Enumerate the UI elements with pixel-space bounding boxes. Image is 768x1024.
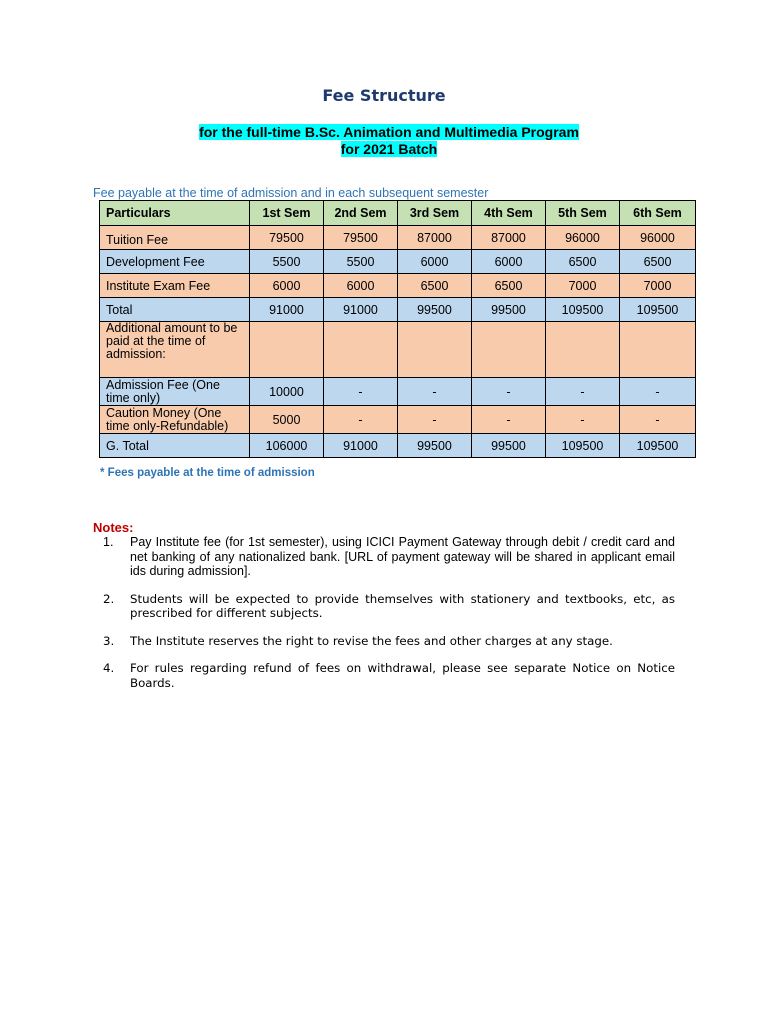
subtitle-line-2: for 2021 Batch <box>340 141 438 157</box>
header-sem-4: 4th Sem <box>472 201 546 226</box>
table-cell: 99500 <box>472 434 546 458</box>
table-row-development <box>100 250 696 274</box>
table-cell: 79500 <box>324 226 398 250</box>
table-cell: 6500 <box>472 274 546 298</box>
table-cell: 6000 <box>472 250 546 274</box>
table-cell: 7000 <box>546 274 620 298</box>
table-cell: - <box>324 406 398 434</box>
table-row-grand-total <box>100 434 696 458</box>
table-cell <box>250 322 324 378</box>
list-number: 2. <box>103 591 115 606</box>
table-header-row <box>100 201 696 226</box>
page-title: Fee Structure <box>322 86 446 105</box>
table-row-total <box>100 298 696 322</box>
table-cell: 5000 <box>250 406 324 434</box>
table-cell: 96000 <box>620 226 696 250</box>
table-cell: 91000 <box>324 434 398 458</box>
row-label: Caution Money (One time only-Refundable) <box>100 406 250 434</box>
table-cell: - <box>398 406 472 434</box>
table-cell: - <box>546 378 620 406</box>
table-cell: - <box>472 406 546 434</box>
list-item <box>99 592 675 621</box>
table-cell: - <box>472 378 546 406</box>
table-cell: 99500 <box>398 298 472 322</box>
table-cell <box>546 322 620 378</box>
table-cell <box>324 322 398 378</box>
list-number: 3. <box>103 633 115 648</box>
table-cell: - <box>546 406 620 434</box>
table-cell: 109500 <box>620 434 696 458</box>
table-cell: 91000 <box>324 298 398 322</box>
note-text: Students will be expected to provide themselves with stationery and textbooks, etc, as prescribed for different subjects. <box>130 591 675 620</box>
table-row-additional <box>100 322 696 378</box>
table-row-caution <box>100 406 696 434</box>
table-cell: 109500 <box>546 298 620 322</box>
table-cell: - <box>398 378 472 406</box>
table-cell: 6500 <box>398 274 472 298</box>
table-cell: 5500 <box>250 250 324 274</box>
table-cell: 87000 <box>472 226 546 250</box>
table-cell: 96000 <box>546 226 620 250</box>
table-cell: 87000 <box>398 226 472 250</box>
table-cell: 99500 <box>472 298 546 322</box>
table-cell: 79500 <box>250 226 324 250</box>
table-cell <box>398 322 472 378</box>
table-cell: 109500 <box>620 298 696 322</box>
row-label: Admission Fee (One time only) <box>100 378 250 406</box>
row-label: Institute Exam Fee <box>100 274 250 298</box>
list-item <box>99 634 675 649</box>
table-cell: 6500 <box>546 250 620 274</box>
header-sem-5: 5th Sem <box>546 201 620 226</box>
header-particulars: Particulars <box>100 201 250 226</box>
list-number: 1. <box>103 535 114 549</box>
row-label: G. Total <box>100 434 250 458</box>
table-footnote: * Fees payable at the time of admission <box>100 467 315 479</box>
program-subtitle <box>0 124 768 158</box>
header-sem-3: 3rd Sem <box>398 201 472 226</box>
table-row-exam <box>100 274 696 298</box>
table-cell: - <box>324 378 398 406</box>
table-row-tuition <box>100 226 696 250</box>
table-cell: 6000 <box>250 274 324 298</box>
table-cell: 6000 <box>324 274 398 298</box>
list-item <box>99 535 675 579</box>
note-text: The Institute reserves the right to revise the fees and other charges at any stage. <box>130 633 613 648</box>
table-cell <box>620 322 696 378</box>
table-cell: - <box>620 378 696 406</box>
table-cell: 10000 <box>250 378 324 406</box>
table-row-admission <box>100 378 696 406</box>
table-cell: - <box>620 406 696 434</box>
header-sem-2: 2nd Sem <box>324 201 398 226</box>
table-cell: 109500 <box>546 434 620 458</box>
note-text: For rules regarding refund of fees on withdrawal, please see separate Notice on Notice Boards. <box>130 661 675 690</box>
header-sem-6: 6th Sem <box>620 201 696 226</box>
table-cell <box>472 322 546 378</box>
notes-heading: Notes: <box>93 520 134 535</box>
row-label: Additional amount to be paid at the time of admission: <box>100 322 250 378</box>
row-label: Total <box>100 298 250 322</box>
table-cell: 6500 <box>620 250 696 274</box>
table-cell: 5500 <box>324 250 398 274</box>
row-label: Tuition Fee <box>100 226 250 250</box>
table-cell: 91000 <box>250 298 324 322</box>
subtitle-line-1: for the full-time B.Sc. Animation and Multimedia Program <box>199 124 579 140</box>
header-sem-1: 1st Sem <box>250 201 324 226</box>
list-number: 4. <box>103 661 115 675</box>
table-cell: 6000 <box>398 250 472 274</box>
notes-list <box>99 535 675 698</box>
table-cell: 106000 <box>250 434 324 458</box>
table-caption: Fee payable at the time of admission and in each subsequent semester <box>93 186 489 200</box>
table-cell: 7000 <box>620 274 696 298</box>
note-text: Pay Institute fee (for 1st semester), using ICICI Payment Gateway through debit / credit card and net banking of any nationalized bank. [URL of payment gateway will be shared in applicant email ids during admission]. <box>130 535 675 578</box>
table-cell: 99500 <box>398 434 472 458</box>
fee-table <box>99 200 696 458</box>
list-item <box>99 661 675 690</box>
row-label: Development Fee <box>100 250 250 274</box>
